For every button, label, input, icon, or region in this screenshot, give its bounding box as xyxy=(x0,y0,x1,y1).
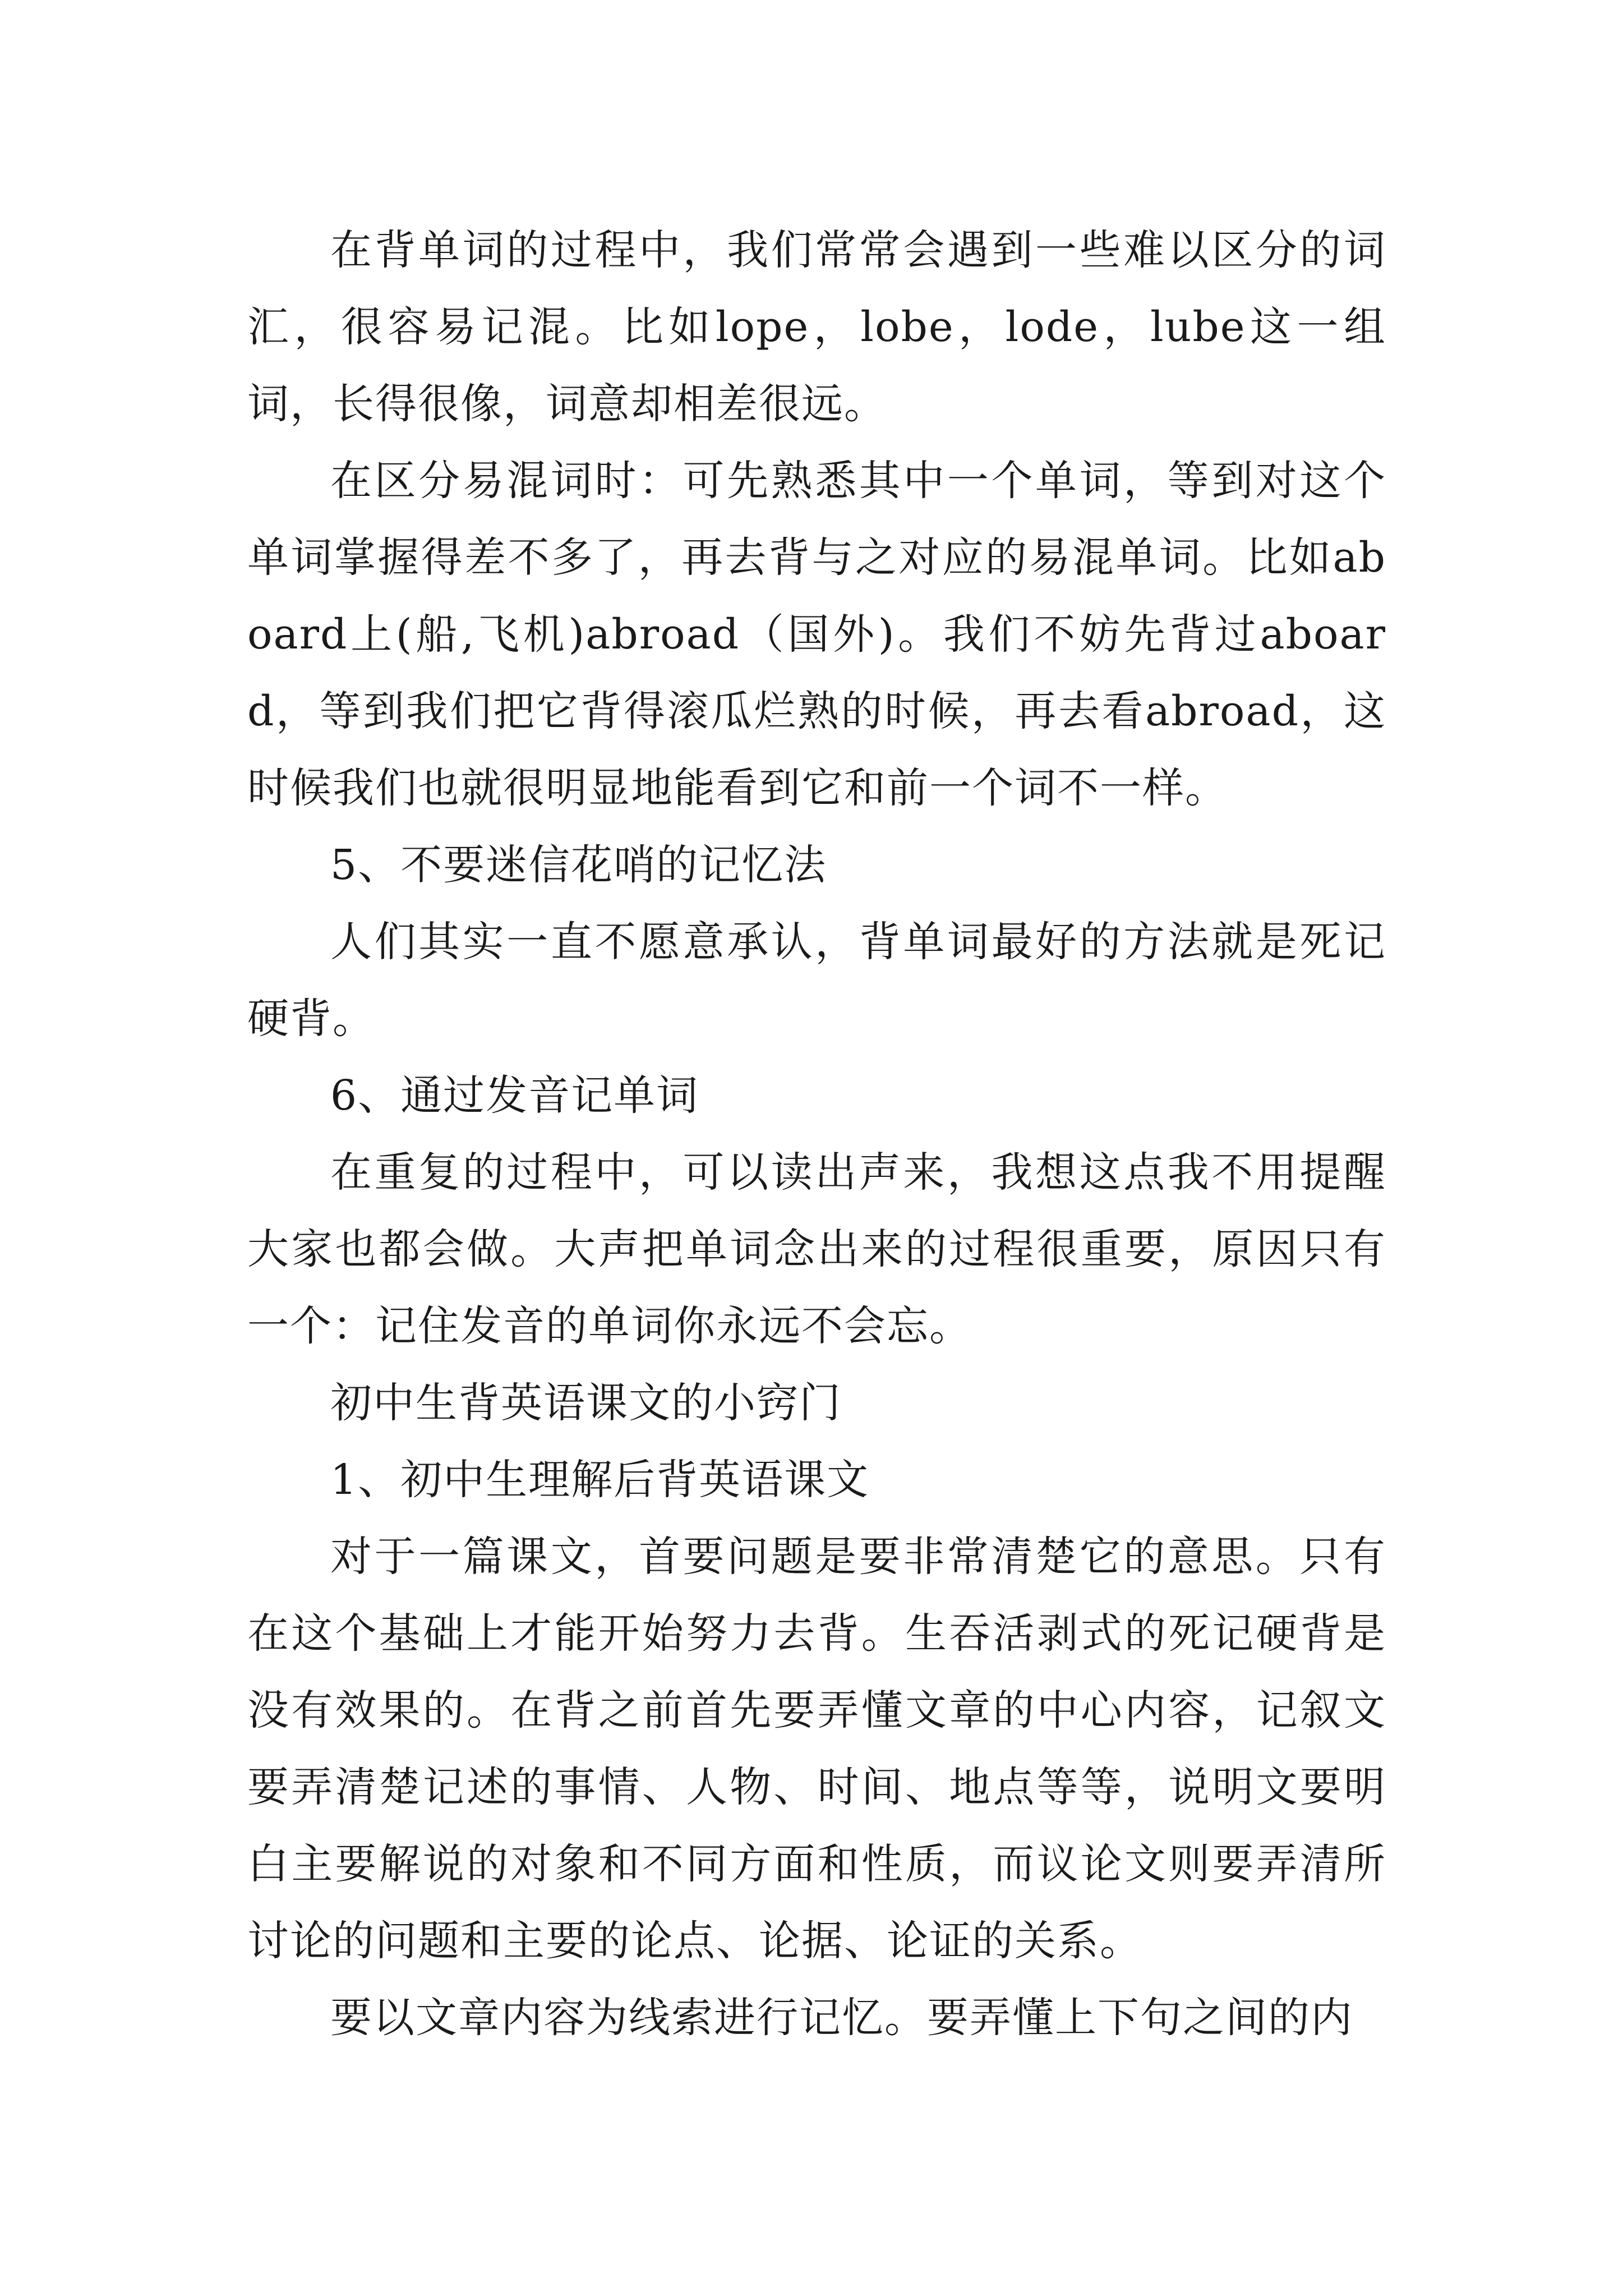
paragraph-vocab-confusion: 在背单词的过程中，我们常常会遇到一些难以区分的词汇，很容易记混。比如lope，lobe，lode，lube这一组词，长得很像，词意却相差很远。 xyxy=(247,226,1386,428)
paragraph-understand-first: 对于一篇课文，首要问题是要非常清楚它的意思。只有在这个基础上才能开始努力去背。生吞活剥式的死记硬背是没有效果的。在背之前首先要弄懂文章的中心内容，记叙文要弄清楚记述的事情、人物、时间、地点等等，说明文要明白主要解说的对象和不同方面和性质，而议论文则要弄清所讨论的问题和主要的论点、论据、论证的关系。 xyxy=(247,1533,1386,1965)
heading-recitation-tip-1: 1、初中生理解后背英语课文 xyxy=(330,1456,870,1504)
paragraph-distinguish-confusables: 在区分易混词时：可先熟悉其中一个单词，等到对这个单词掌握得差不多了，再去背与之对应的易混单词。比如aboard上(船,飞机)abroad（国外)。我们不妨先背过aboard，等到我们把它背得滚瓜烂熟的时候，再去看abroad，这时候我们也就很明显地能看到它和前一个词不一样。 xyxy=(247,457,1386,812)
paragraph-read-aloud: 在重复的过程中，可以读出声来，我想这点我不用提醒大家也都会做。大声把单词念出来的过程很重要，原因只有一个：记住发音的单词你永远不会忘。 xyxy=(247,1148,1386,1350)
section-title-text-recitation: 初中生背英语课文的小窍门 xyxy=(330,1379,842,1427)
paragraph-content-clues: 要以文章内容为线索进行记忆。要弄懂上下句之间的内 xyxy=(330,1994,1353,2042)
heading-tip-6: 6、通过发音记单词 xyxy=(330,1071,699,1120)
paragraph-rote-memorization: 人们其实一直不愿意承认，背单词最好的方法就是死记硬背。 xyxy=(247,918,1386,1043)
heading-tip-5: 5、不要迷信花哨的记忆法 xyxy=(330,841,827,889)
document-body xyxy=(247,212,1386,2056)
